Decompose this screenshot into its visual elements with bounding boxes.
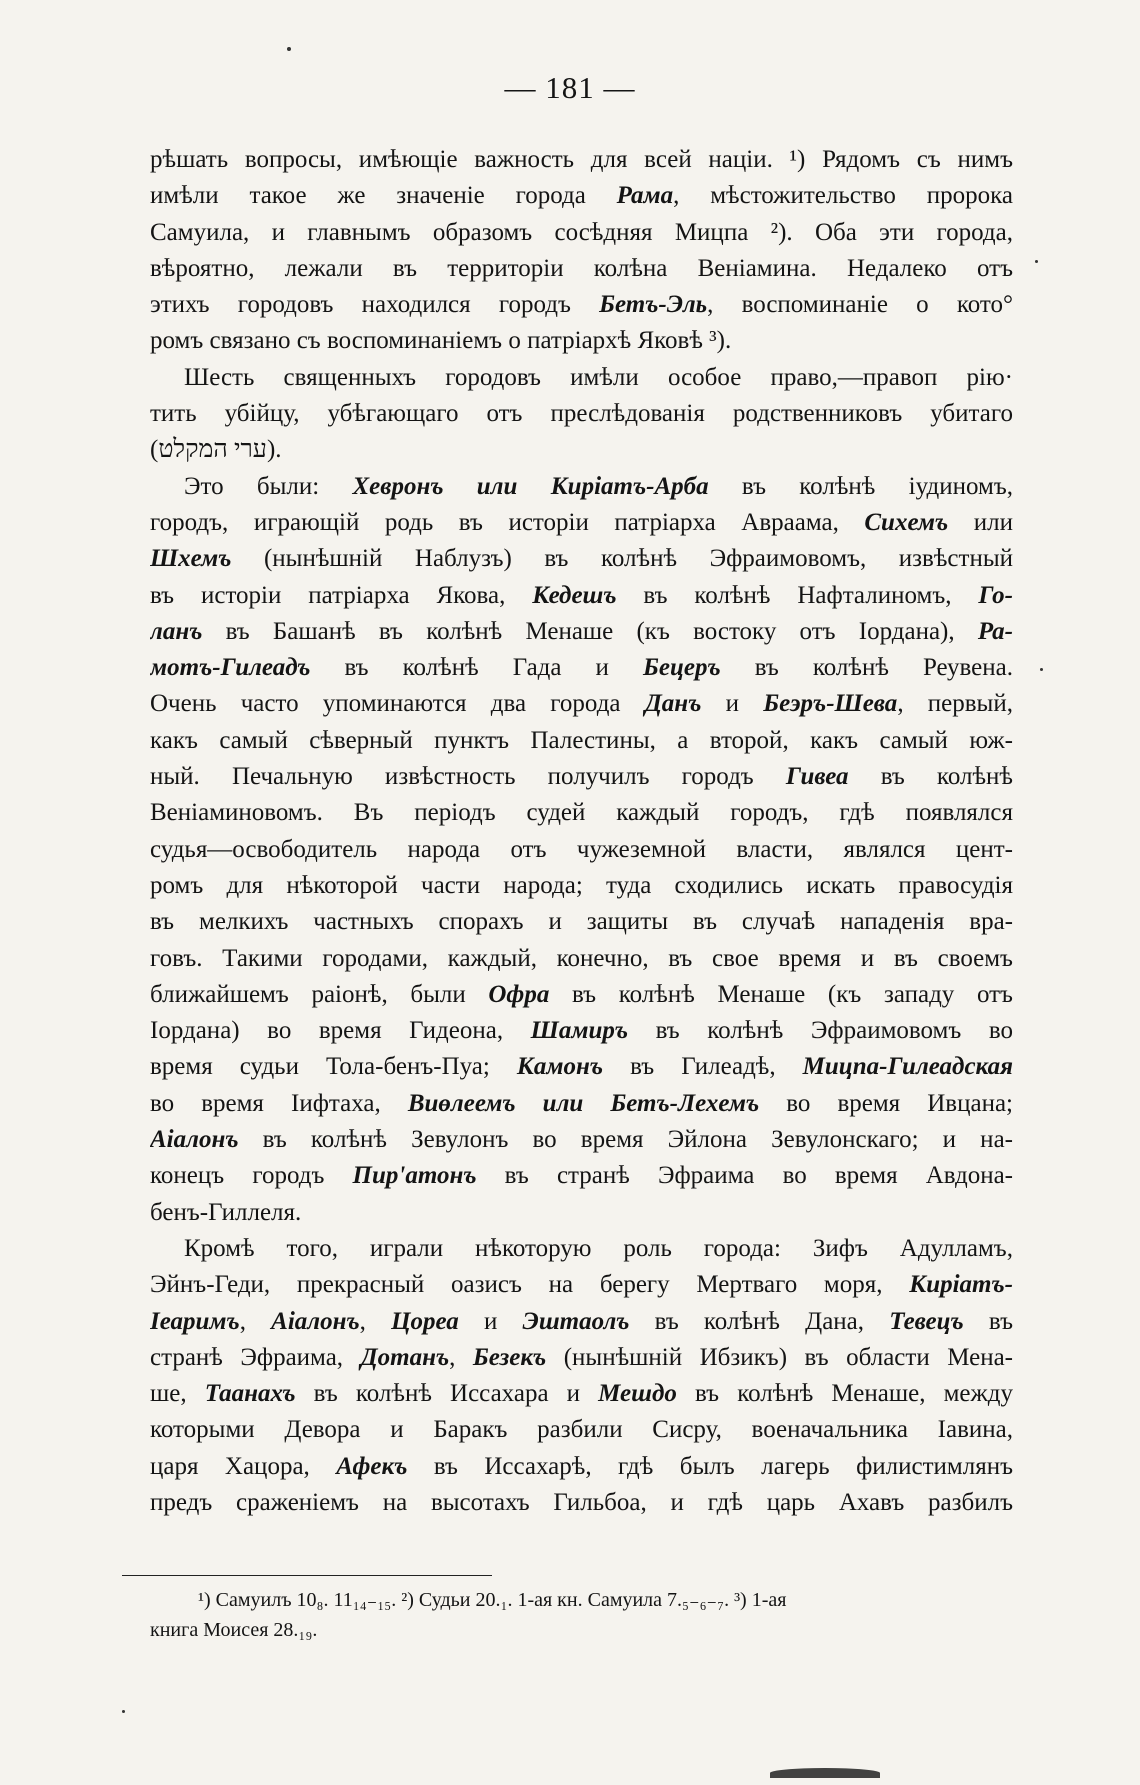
place-name: Го- — [978, 581, 1013, 609]
text-line — [150, 251, 1013, 287]
text-line — [150, 1376, 1013, 1412]
text-segment: , — [449, 1343, 473, 1371]
ink-speck — [287, 47, 291, 51]
text-segment: въ колѣнѣ Гада и — [310, 654, 643, 682]
text-segment: въ колѣнѣ Зевулонъ во время Эйлона Зевулонскаго; и на- — [238, 1126, 1013, 1154]
text-line — [150, 1122, 1013, 1158]
place-name: Эштаолъ — [522, 1307, 630, 1335]
text-segment: , мѣстожительство пророка — [673, 182, 1013, 210]
ink-speck — [122, 1710, 125, 1713]
text-segment: какъ самый сѣверный пунктъ Палестины, а второй, какъ самый юж- — [150, 726, 1013, 754]
place-name: Гивеа — [785, 763, 849, 791]
text-line — [150, 650, 1013, 686]
footnote-divider — [122, 1575, 492, 1576]
text-line — [150, 1267, 1013, 1303]
text-segment: Кромѣ того, играли нѣкоторую роль города: Зифъ Адулламъ, — [184, 1234, 1013, 1262]
text-line — [150, 868, 1013, 904]
place-name: Кедешъ — [532, 581, 617, 609]
place-name: Киріатъ- — [909, 1271, 1013, 1299]
text-line — [150, 1340, 1013, 1376]
text-segment: конецъ городъ — [150, 1162, 353, 1190]
text-segment: Эйнъ-Геди, прекрасный оазисъ на берегу Мертваго моря, — [150, 1271, 910, 1299]
footnote-line: ¹) Самуилъ 10₈. 11₁₄₋₁₅. ²) Судьи 20.₁. 1-ая кн. Самуила 7.₅₋₆₋₇. ³) 1-ая — [198, 1589, 787, 1611]
text-line — [150, 578, 1013, 614]
ink-smudge — [770, 1768, 880, 1778]
text-line — [150, 1412, 1013, 1448]
text-segment: Это были: — [184, 472, 353, 500]
place-name: Мешдо — [598, 1380, 677, 1408]
text-segment: ше, — [150, 1380, 205, 1408]
text-segment: тить убійцу, убѣгающаго отъ преслѣдованія родственниковъ убитаго — [150, 400, 1013, 428]
text-segment: въ колѣнѣ іудиномъ, — [708, 472, 1013, 500]
text-segment: въ колѣнѣ Нафталиномъ, — [616, 581, 979, 609]
page-number: — 181 — — [504, 70, 636, 105]
text-segment: , воспоминаніе о кото° — [707, 291, 1013, 319]
place-name: Беэръ-Шева — [763, 690, 898, 718]
text-segment: , — [359, 1307, 392, 1335]
place-name: Аіалонъ — [150, 1126, 239, 1154]
text-line — [150, 759, 1013, 795]
place-name: Офра — [488, 980, 550, 1008]
text-segment: въ мелкихъ частныхъ спорахъ и защиты въ случаѣ нападенія вра- — [150, 908, 1013, 936]
text-line — [150, 215, 1013, 251]
text-segment: (ערי המקלט). — [150, 436, 282, 464]
text-segment: ромъ связано съ воспоминаніемъ о патріархѣ Яковѣ ³). — [150, 327, 732, 355]
text-segment: городъ, играющій родь въ исторіи патріарха Авраама, — [150, 508, 865, 536]
text-segment: (нынѣшній Наблузъ) въ колѣнѣ Эфраимовомъ, извѣстный — [231, 545, 1013, 573]
place-name: Хевронъ или Киріатъ-Арба — [352, 472, 709, 500]
text-segment: которыми Девора и Баракъ разбили Сисру, военачальника Іавина, — [150, 1416, 1013, 1444]
text-line — [150, 723, 1013, 759]
text-segment: ромъ для нѣкоторой части народа; туда сходились искать правосудія — [150, 871, 1013, 899]
text-line — [150, 360, 1013, 396]
text-line — [150, 1485, 1013, 1521]
place-name: Шхемъ — [150, 545, 232, 573]
text-line — [150, 396, 1013, 432]
text-segment: въ колѣнѣ Менаше (къ западу отъ — [549, 980, 1013, 1008]
place-name: Таанахъ — [204, 1380, 296, 1408]
text-line — [150, 614, 1013, 650]
text-line — [150, 1013, 1013, 1049]
text-line — [150, 287, 1013, 323]
place-name: Пир'атонъ — [352, 1162, 477, 1190]
place-name: Тевецъ — [889, 1307, 964, 1335]
text-segment: , — [239, 1307, 272, 1335]
body-text — [150, 142, 1013, 1521]
text-segment: вѣроятно, лежали въ территоріи колѣна Веніамина. Недалеко отъ — [150, 254, 1013, 282]
text-segment: въ колѣнѣ — [848, 763, 1013, 791]
place-name: Безекъ — [472, 1343, 547, 1371]
place-name: Сихемъ — [864, 508, 949, 536]
text-segment: въ Иссахарѣ, гдѣ былъ лагерь филистимлянъ — [407, 1452, 1013, 1480]
text-segment: странѣ Эфраима, — [150, 1343, 361, 1371]
text-segment: во время Іифтаха, — [150, 1089, 408, 1117]
place-name: Камонъ — [516, 1053, 604, 1081]
text-segment: Самуила, и главнымъ образомъ сосѣдняя Мицпа ²). Оба эти города, — [150, 218, 1013, 246]
text-segment: и — [458, 1307, 523, 1335]
footnote-line: книга Моисея 28.₁₉. — [150, 1619, 318, 1641]
text-line — [150, 832, 1013, 868]
text-segment: говъ. Такими городами, каждый, конечно, въ свое время и въ своемъ — [150, 944, 1013, 972]
place-name: Виөлеемъ или Бетъ-Лехемъ — [407, 1089, 760, 1117]
text-segment: Шесть священныхъ городовъ имѣли особое право,—правоп рію· — [184, 363, 1013, 391]
text-line — [150, 469, 1013, 505]
text-segment: въ колѣнѣ Менаше, между — [676, 1380, 1013, 1408]
text-segment: бенъ-Гиллеля. — [150, 1198, 302, 1226]
footnotes — [150, 1585, 1013, 1645]
text-line — [150, 1086, 1013, 1122]
text-segment: имѣли такое же значеніе города — [150, 182, 617, 210]
text-segment: ближайшемъ раіонѣ, были — [150, 980, 489, 1008]
text-line — [150, 1049, 1013, 1085]
ink-speck — [1035, 260, 1038, 263]
text-line — [150, 1195, 1013, 1231]
place-name: Шамиръ — [530, 1017, 629, 1045]
text-line — [150, 795, 1013, 831]
place-name: Бетъ-Эль — [599, 291, 708, 319]
text-line — [150, 1449, 1013, 1485]
text-line — [150, 941, 1013, 977]
text-line — [150, 142, 1013, 178]
place-name: Аіалонъ — [271, 1307, 360, 1335]
place-name: Ра- — [977, 617, 1013, 645]
text-line — [150, 541, 1013, 577]
text-segment: въ колѣнѣ Иссахара и — [295, 1380, 599, 1408]
place-name: ланъ — [150, 617, 203, 645]
text-line — [150, 1304, 1013, 1340]
place-name: мотъ-Гилеадъ — [150, 654, 311, 682]
place-name: Афекъ — [336, 1452, 408, 1480]
ink-speck — [1040, 668, 1043, 671]
text-line — [150, 1231, 1013, 1267]
text-segment: , первый, — [897, 690, 1013, 718]
place-name: Дотанъ — [360, 1343, 450, 1371]
text-line — [150, 977, 1013, 1013]
text-segment: въ колѣнѣ Реувена. — [720, 654, 1013, 682]
text-segment: въ колѣнѣ Эфраимовомъ во — [628, 1017, 1013, 1045]
text-line — [150, 178, 1013, 214]
place-name: Данъ — [644, 690, 702, 718]
text-line — [150, 323, 1013, 359]
text-segment: и — [701, 690, 764, 718]
text-segment: ный. Печальную извѣстность получилъ городъ — [150, 763, 786, 791]
text-segment: (нынѣшній Ибзикъ) въ области Мена- — [546, 1343, 1013, 1371]
place-name: Мицпа-Гилеадская — [802, 1053, 1013, 1081]
text-segment: время судьи Тола-бенъ-Пуа; — [150, 1053, 517, 1081]
text-line — [150, 1158, 1013, 1194]
text-segment: Веніаминовомъ. Въ періодъ судей каждый городъ, гдѣ появлялся — [150, 799, 1013, 827]
place-name: Рама — [616, 182, 674, 210]
text-segment: въ странѣ Эфраима во время Авдона- — [476, 1162, 1013, 1190]
text-line — [150, 505, 1013, 541]
text-segment: рѣшать вопросы, имѣющіе важность для всей націи. ¹) Рядомъ съ нимъ — [150, 146, 1013, 173]
place-name: Цореа — [391, 1307, 459, 1335]
text-segment: судья—освободитель народа отъ чужеземной власти, являлся цент- — [150, 835, 1013, 863]
text-segment: во время Ивцана; — [759, 1089, 1013, 1117]
text-segment: въ исторіи патріарха Якова, — [150, 581, 533, 609]
text-segment: царя Хацора, — [150, 1452, 337, 1480]
text-segment: въ Башанѣ въ колѣнѣ Менаше (къ востоку отъ Іордана), — [202, 617, 978, 645]
text-segment: въ — [963, 1307, 1013, 1335]
text-segment: въ Гилеадѣ, — [603, 1053, 803, 1081]
text-segment: Очень часто упоминаются два города — [150, 690, 645, 718]
text-line — [150, 686, 1013, 722]
text-line — [150, 904, 1013, 940]
text-segment: Іордана) во время Гидеона, — [150, 1017, 531, 1045]
text-line — [150, 432, 1013, 468]
text-segment: этихъ городовъ находился городъ — [150, 291, 600, 319]
text-segment: или — [948, 508, 1013, 536]
place-name: Бецеръ — [643, 654, 721, 682]
text-segment: въ колѣнѣ Дана, — [629, 1307, 890, 1335]
place-name: Іеаримъ — [150, 1307, 240, 1335]
text-segment: предъ сраженіемъ на высотахъ Гильбоа, и гдѣ царь Ахавъ разбилъ — [150, 1488, 1013, 1516]
